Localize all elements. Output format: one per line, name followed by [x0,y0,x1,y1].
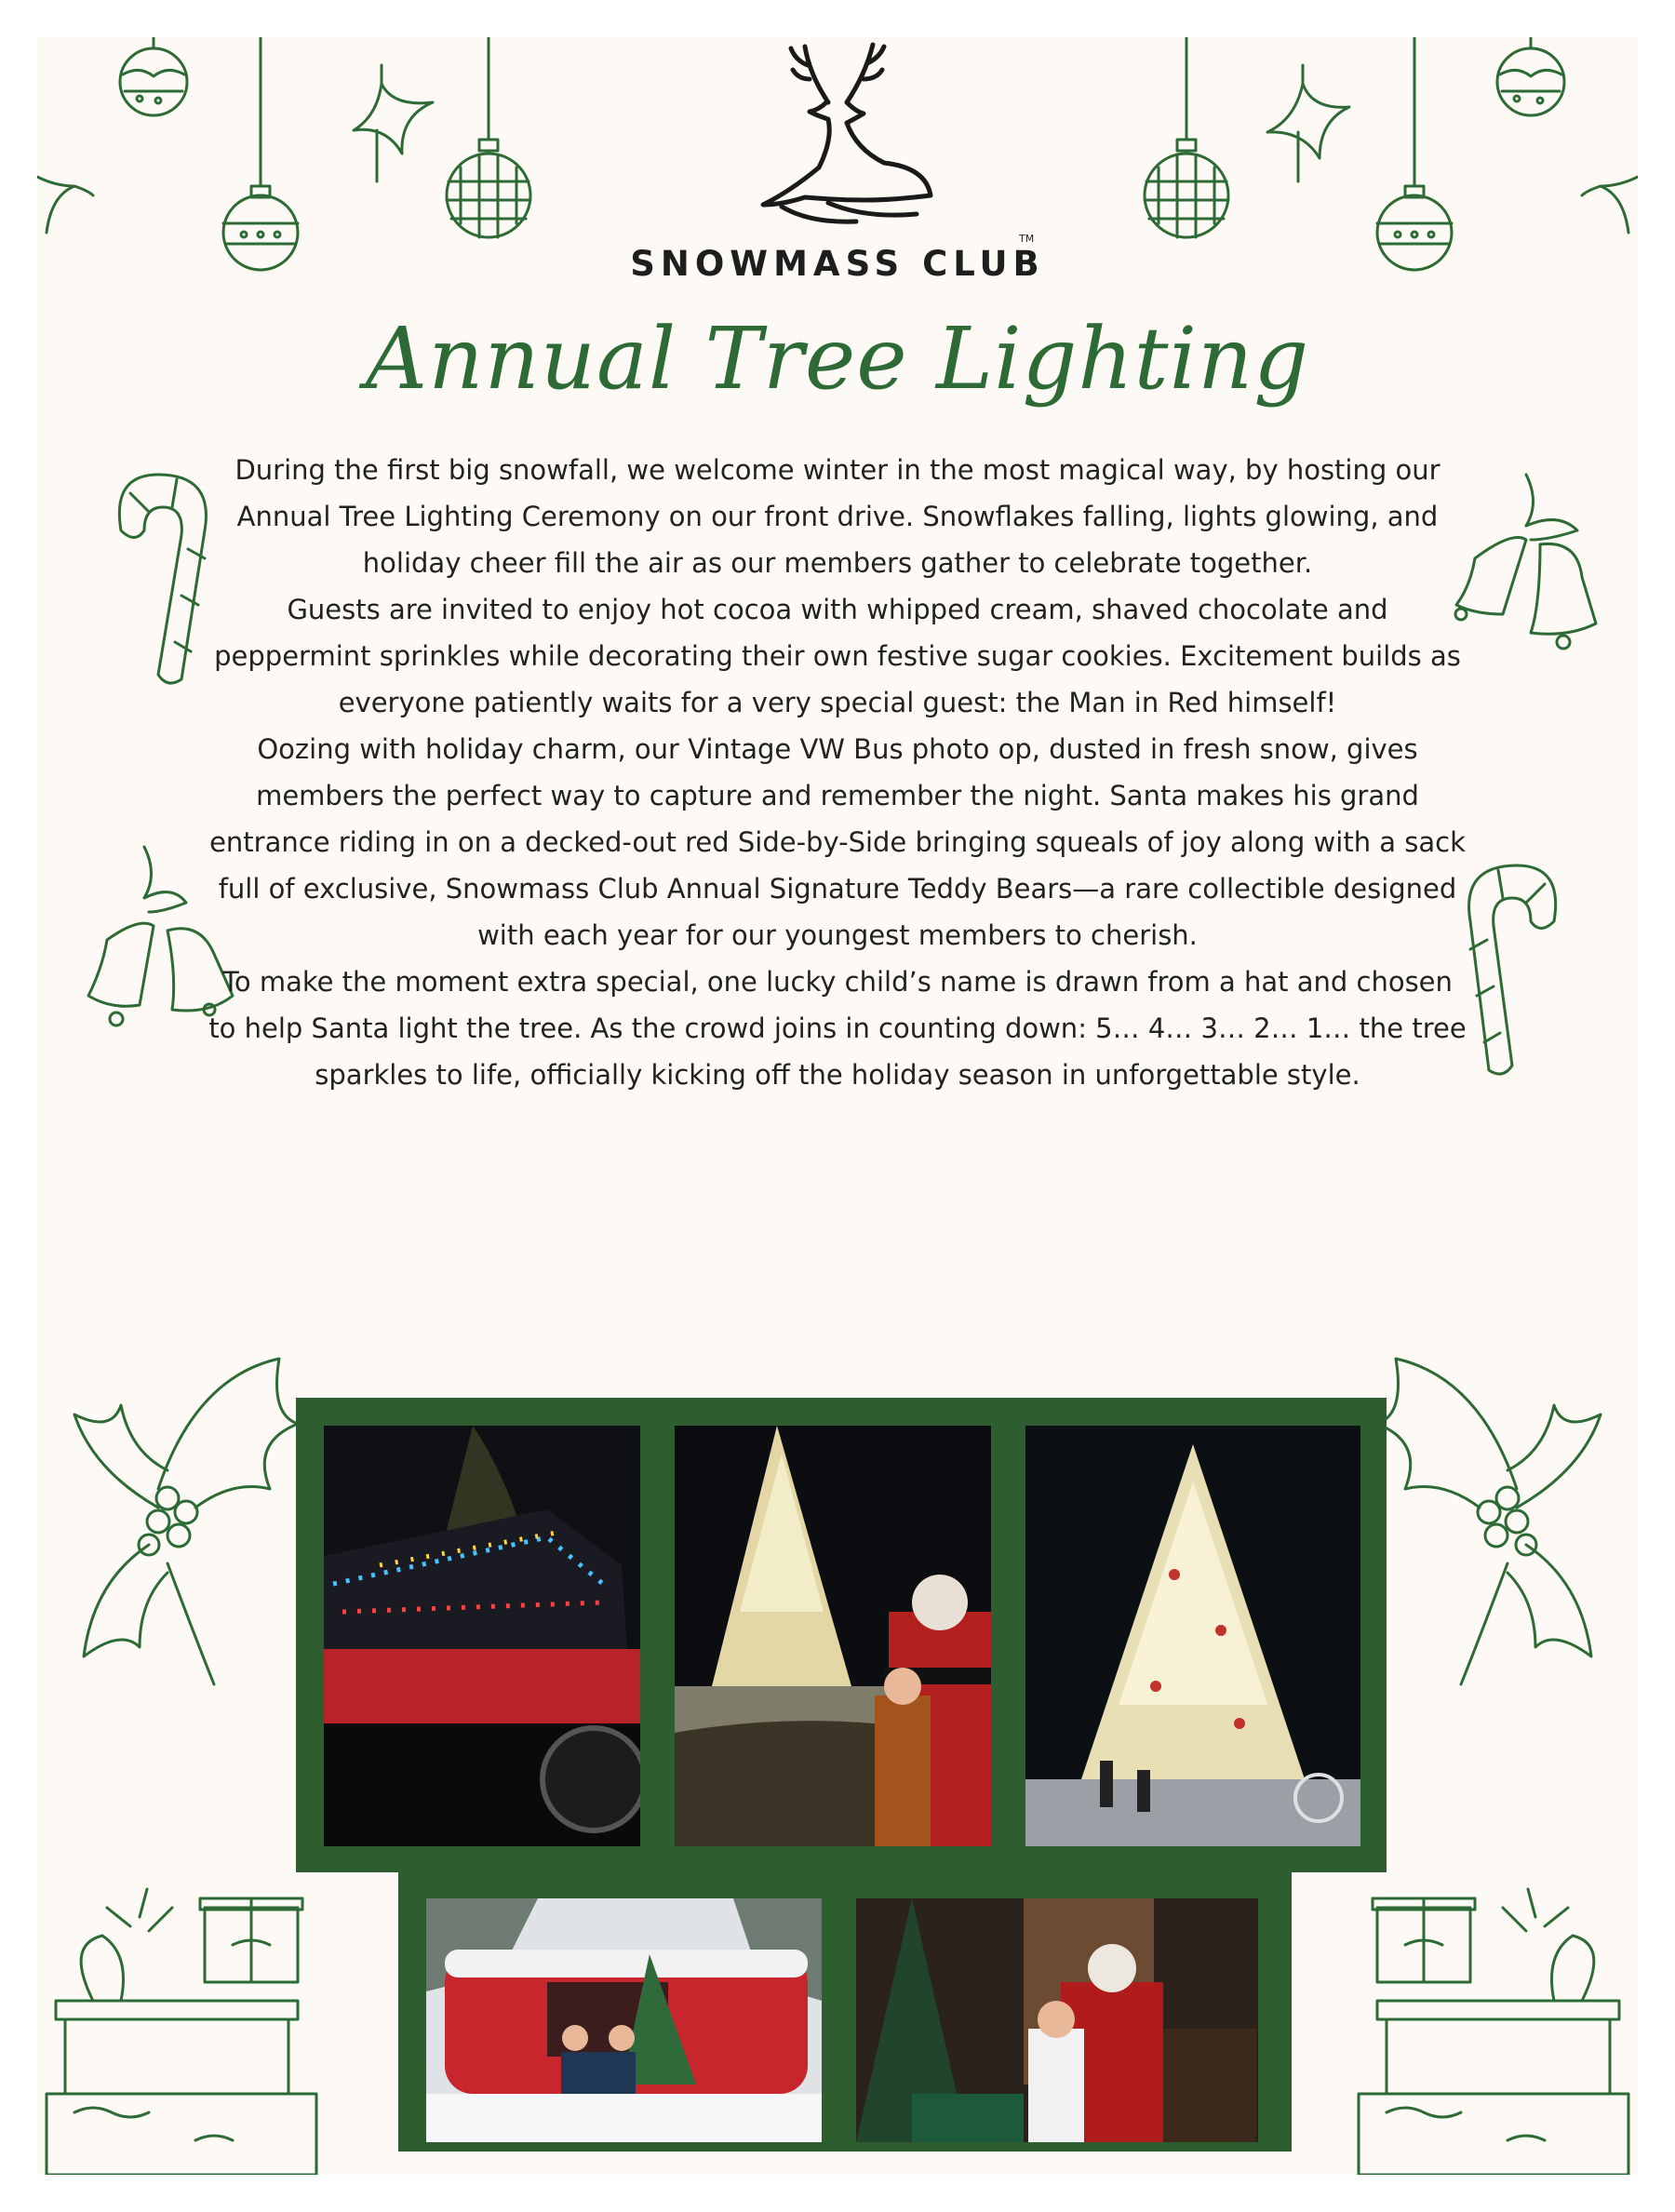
flyer-page [37,37,1638,2175]
ornament-icon [1368,37,1461,279]
star-icon [1582,140,1638,242]
trademark: TM [1019,233,1035,245]
reclining-stag-icon [754,37,940,251]
star-icon [37,140,93,242]
photo-santa-portrait [856,1898,1258,2142]
ornament-icon [214,37,307,279]
brand-name: SNOWMASS CLUB [630,244,1045,284]
holly-icon [56,1359,298,1684]
paragraph: During the first big snowfall, we welcome winter in the most magical way, by hosting our Annual Tree Lighting Ceremony on our front drive. Snowflakes falling, lights glowing, and holiday cheer fill the air as our members gather to celebrate together. [234,454,1440,579]
ornament-icon [1489,37,1573,121]
ornament-icon [112,37,195,121]
holly-icon [1377,1359,1619,1684]
body-copy [205,447,1470,1098]
paragraph: Guests are invited to enjoy hot cocoa with whipped cream, shaved chocolate and peppermint sprinkles while decorating their own festive sugar cookies. Excitement builds as everyone patiently waits for a very special guest: the Man in Red himself! [214,594,1461,718]
gift-stack-icon [37,1861,344,2175]
photo-vw-bus [426,1898,822,2142]
gift-stack-icon [1331,1861,1638,2175]
star-icon [1256,65,1359,186]
star-icon [344,65,437,186]
photo-lit-tree [1025,1426,1360,1846]
photo-side-by-side [324,1426,640,1846]
ornament-icon [1135,37,1238,251]
photo-santa-with-child [675,1426,991,1846]
paragraph: Oozing with holiday charm, our Vintage VW Bus photo op, dusted in fresh snow, gives members the perfect way to capture and remember the night. Santa makes his grand entrance riding in on a decked-out red Side-by-Side bringing squeals of joy along with a sack full of exclusive, Snowmass Club Annual Signature Teddy Bears—a rare collectible designed with each year for our youngest members to cherish. [209,733,1466,951]
ornament-icon [437,37,540,251]
page-title: Annual Tree Lighting [365,309,1310,409]
paragraph: To make the moment extra special, one lucky child’s name is drawn from a hat and chosen to help Santa light the tree. As the crowd joins in counting down: 5… 4… 3… 2… 1… the tree sparkles to life, officially kicking off the holiday season in unforgettable style. [208,966,1467,1091]
